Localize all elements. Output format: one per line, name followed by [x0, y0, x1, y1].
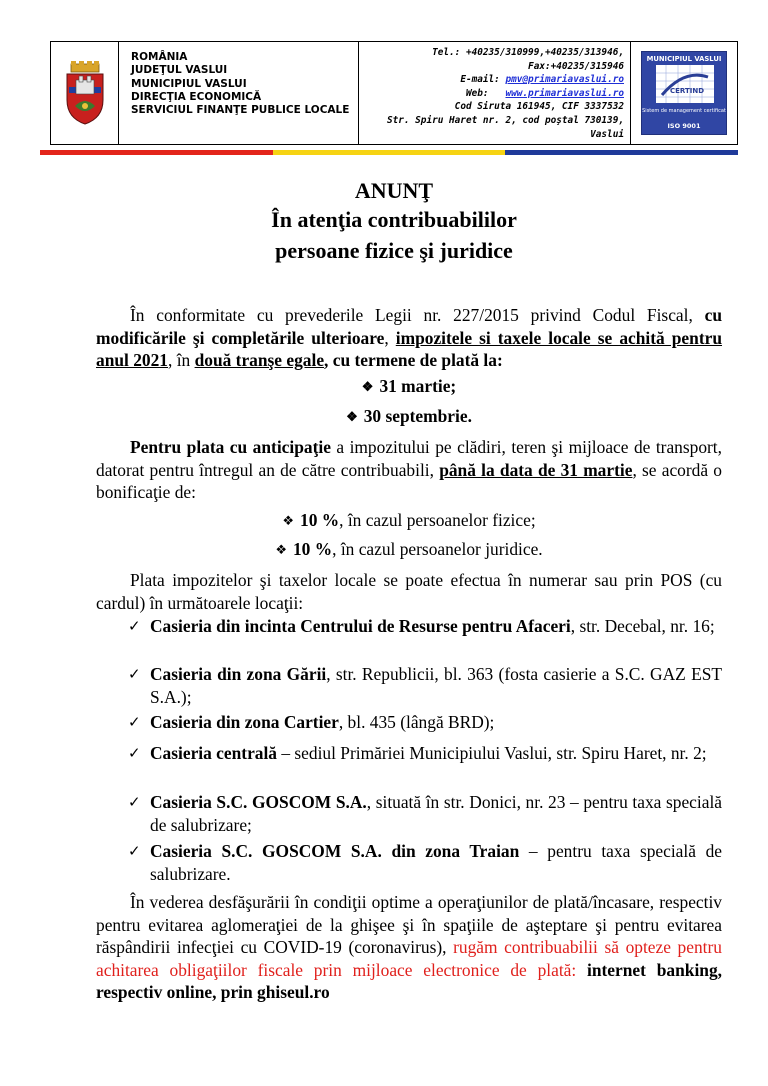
text-run-bold-underline: până la data de 31 martie: [439, 459, 633, 480]
checkmark-icon: ✓: [128, 665, 141, 683]
certind-grid-icon: [656, 65, 714, 103]
text-run-bold: , cu termene de plată la:: [324, 350, 503, 370]
diamond-bullet-icon: ❖: [275, 542, 287, 557]
text-run: În conformitate cu prevederile Legii nr. 227/2015 privind Codul Fiscal,: [130, 305, 705, 325]
text-run-bold: Pentru plata cu anticipaţie: [130, 437, 331, 457]
paragraph-payment-terms: [96, 304, 722, 372]
org-line: MUNICIPIUL VASLUI: [131, 77, 247, 90]
location-item: [128, 840, 722, 885]
text-run-red: rugăm contribuabilii să opteze pentru achitarea obligaţiilor fiscale prin mijloace electronice de plată: [96, 937, 722, 980]
tricolor-red: [40, 150, 273, 155]
location-name: Casieria din zona Gării: [150, 664, 327, 684]
org-line: JUDEŢUL VASLUI: [131, 64, 228, 77]
text-run-bold: cu modificările şi completările ulterioare: [96, 305, 722, 348]
email-label: E-mail:: [460, 74, 506, 86]
cert-graphic: [656, 65, 714, 103]
cod-line: Cod Siruta 161945, CIF 3337532: [454, 101, 624, 113]
coat-of-arms-icon: [63, 60, 107, 126]
letterhead: [50, 41, 738, 145]
paragraph-bonus: [96, 436, 722, 504]
bonus-percent: 10 %: [300, 510, 340, 530]
cert-subtitle: Sistem de management certificat: [642, 108, 726, 114]
cert-name: CERTIND: [670, 87, 705, 95]
email-link[interactable]: pmv@primariavaslui.ro: [505, 74, 624, 86]
cert-iso: ISO 9001: [667, 122, 701, 130]
crest-cell: [51, 42, 119, 144]
text-run: ,: [384, 327, 396, 348]
bonus-text: , în cazul persoanelor fizice;: [339, 510, 536, 530]
bonus-percent: 10 %: [292, 539, 333, 559]
web-link[interactable]: www.primariavaslui.ro: [505, 87, 624, 99]
location-detail: , situată în str. Donici, nr. 23 – pentru taxa specială de salubrizare;: [150, 792, 722, 835]
checkmark-icon: ✓: [128, 793, 141, 811]
contact-block: [359, 42, 631, 144]
text-run-bold: internet banking, respectiv online, prin ghiseul.ro: [96, 959, 722, 1002]
location-detail: – pentru taxa specială de salubrizare.: [150, 841, 722, 884]
announcement-heading: ANUNŢ: [354, 178, 434, 203]
bonus-item: [96, 538, 722, 562]
checkmark-icon: ✓: [128, 713, 141, 731]
org-line: ROMÂNIA: [131, 51, 188, 63]
checkmark-icon: ✓: [128, 617, 141, 635]
deadline-item: [96, 405, 722, 429]
location-detail: , str. Republicii, bl. 363 (fosta casierie a S.C. GAZ EST S.A.);: [150, 664, 722, 707]
location-item: [128, 663, 722, 708]
location-detail: – sediul Primăriei Municipiului Vaslui, str. Spiru Haret, nr. 2;: [277, 743, 707, 763]
diamond-bullet-icon: ❖: [282, 513, 294, 528]
checkmark-icon: ✓: [128, 842, 141, 860]
iso-certification-logo: [641, 51, 727, 135]
text-run: , în: [168, 350, 195, 370]
location-item: [128, 742, 722, 765]
location-name: Casieria S.C. GOSCOM S.A. din zona Traian: [150, 841, 520, 861]
location-name: Casieria din zona Cartier: [150, 712, 339, 732]
organization-block: [119, 42, 359, 144]
bonus-item: [96, 509, 722, 533]
web-line: [359, 87, 624, 101]
location-item: [128, 791, 722, 836]
tricolor-blue: [505, 150, 738, 155]
announcement-subheading: În atenţia contribuabililor: [271, 207, 517, 232]
location-item: [128, 615, 722, 638]
org-line: DIRECŢIA ECONOMICĂ: [131, 90, 262, 103]
checkmark-icon: ✓: [128, 744, 141, 762]
text-run: a impozitului pe clădiri, teren şi mijloace de transport, datorat pentru întregul an de către contribuabili,: [96, 437, 722, 480]
text-run: În vederea desfăşurării în condiţii optime a operaţiunilor de plată/încasare, respectiv pentru evitarea aglomeraţiei de la ghişee şi în spaţiile de aşteptare şi pentru evitarea răspândirii infecţiei cu COVID-19 (coronavirus),: [96, 892, 722, 957]
cert-title: MUNICIPIUL VASLUI: [646, 55, 722, 63]
diamond-bullet-icon: ❖: [361, 379, 374, 394]
org-line: SERVICIUL FINANŢE PUBLICE LOCALE: [131, 104, 350, 117]
location-detail: , bl. 435 (lângă BRD);: [338, 712, 495, 732]
location-detail: , str. Decebal, nr. 16;: [570, 616, 715, 636]
certification-cell: [631, 42, 737, 144]
text-run-red: :: [571, 959, 588, 980]
announcement-subheading-2: persoane fizice şi juridice: [275, 238, 513, 263]
location-name: Casieria S.C. GOSCOM S.A.: [150, 792, 367, 812]
diamond-bullet-icon: ❖: [346, 409, 358, 424]
phone-line: Tel.: +40235/310999,+40235/313946,: [432, 47, 624, 58]
text-run: , se acordă o bonificaţie de:: [96, 459, 722, 502]
tricolor-yellow: [273, 150, 506, 155]
text-run-bold-underline: impozitele si taxele locale se achită pentru anul 2021: [96, 327, 723, 370]
deadline-text: 31 martie;: [379, 376, 457, 396]
paragraph-locations-intro: Plata impozitelor şi taxelor locale se poate efectua în numerar sau prin POS (cu cardul) în următoarele locaţii:: [96, 570, 722, 613]
fax-line: Fax:+40235/315946: [528, 60, 624, 72]
location-name: Casieria centrală: [150, 743, 278, 763]
email-line: [359, 73, 624, 87]
address-line: Str. Spiru Haret nr. 2, cod poştal 730139, Vaslui: [386, 114, 624, 140]
deadline-text: 30 septembrie.: [363, 406, 472, 426]
deadline-item: [96, 375, 722, 399]
paragraph-electronic-payment: [96, 891, 722, 1004]
location-name: Casieria din incinta Centrului de Resurse pentru Afaceri: [150, 616, 571, 636]
web-label: Web:: [465, 87, 506, 99]
tricolor-divider: [40, 150, 738, 155]
text-run-bold-underline: două tranşe egale: [194, 350, 325, 370]
bonus-text: , în cazul persoanelor juridice.: [332, 539, 543, 559]
location-item: [128, 711, 722, 734]
